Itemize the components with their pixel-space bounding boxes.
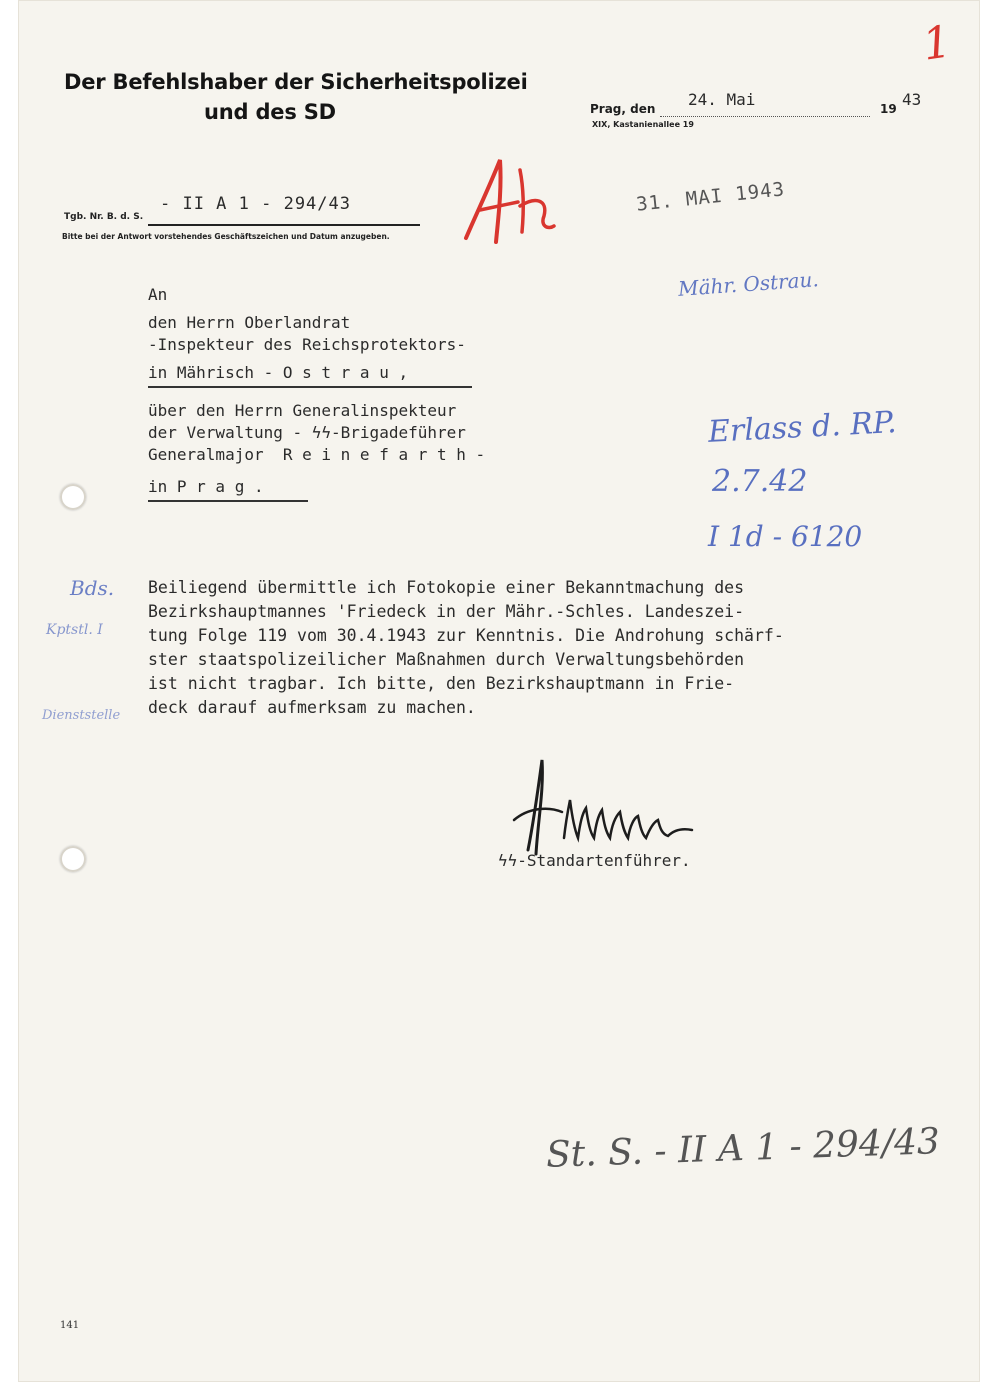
date-typed: 24. Mai xyxy=(688,90,756,109)
body-line-1: Beiliegend übermittle ich Fotokopie einer Bekanntmachung des xyxy=(148,578,745,597)
reference-instruction: Bitte bei der Antwort vorstehendes Geschäftszeichen und Datum anzugeben. xyxy=(62,232,390,241)
addressee-line1: den Herrn Oberlandrat xyxy=(148,313,351,332)
letter-sheet xyxy=(18,0,980,1382)
body-line-2: Bezirkshauptmannes 'Friedeck in der Mähr.-Schles. Landeszei- xyxy=(148,602,745,621)
letterhead-line1: Der Befehlshaber der Sicherheitspolizei xyxy=(64,70,528,94)
body-line-5: ist nicht tragbar. Ich bitte, den Bezirkshauptmann in Frie- xyxy=(148,674,735,693)
addressee-location2-underline xyxy=(148,500,308,502)
blue-margin-note3: Dienststelle xyxy=(42,708,121,723)
punch-hole-upper xyxy=(60,484,86,510)
reference-rule xyxy=(148,224,420,226)
handwritten-signature xyxy=(508,750,728,860)
blue-note-decree-date: 2.7.42 xyxy=(712,464,808,499)
red-initials-mark xyxy=(458,150,568,250)
punch-hole-lower xyxy=(60,846,86,872)
received-date-stamp: 31. MAI 1943 xyxy=(635,178,787,216)
signature-rank: ϟϟ-Standartenführer. xyxy=(498,851,691,870)
body-line-3: tung Folge 119 vom 30.4.1943 zur Kenntnis. Die Androhung schärf- xyxy=(148,626,784,645)
via-line2: der Verwaltung - ϟϟ-Brigadeführer xyxy=(148,423,466,442)
blue-note-decree-number: I 1d - 6120 xyxy=(708,520,863,553)
blue-note-destination: Mähr. Ostrau. xyxy=(677,267,820,301)
letterhead-line2: und des SD xyxy=(204,100,336,124)
page-number-annotation: 1 xyxy=(919,16,955,71)
body-line-6: deck darauf aufmerksam zu machen. xyxy=(148,698,476,717)
date-dotted-line xyxy=(660,116,870,117)
year-suffix: 43 xyxy=(902,90,922,109)
blue-margin-note1: Bds. xyxy=(70,576,115,600)
reference-label: Tgb. Nr. B. d. S. xyxy=(64,212,144,222)
address-line: XIX, Kastanienallee 19 xyxy=(592,120,694,129)
footer-number: 141 xyxy=(60,1320,80,1331)
blue-margin-note2: Kptstl. I xyxy=(46,622,103,638)
reference-number: - II A 1 - 294/43 xyxy=(160,194,351,214)
year-prefix: 19 xyxy=(880,102,897,116)
via-line1: über den Herrn Generalinspekteur xyxy=(148,401,457,420)
blue-note-decree: Erlass d. RP. xyxy=(707,405,898,450)
addressee-salutation: An xyxy=(148,285,168,304)
place-label: Prag, den xyxy=(590,102,656,116)
addressee-location1: in Mährisch - O s t r a u , xyxy=(148,363,409,382)
addressee-location2: in P r a g . xyxy=(148,477,264,496)
addressee-line2: -Inspekteur des Reichsprotektors- xyxy=(148,335,466,354)
via-line3: Generalmajor R e i n e f a r t h - xyxy=(148,445,486,464)
body-line-4: ster staatspolizeilicher Maßnahmen durch Verwaltungsbehörden xyxy=(148,650,745,669)
addressee-location1-underline xyxy=(148,386,472,388)
pencil-reference-note: St. S. - II A 1 - 294/43 xyxy=(545,1121,941,1176)
